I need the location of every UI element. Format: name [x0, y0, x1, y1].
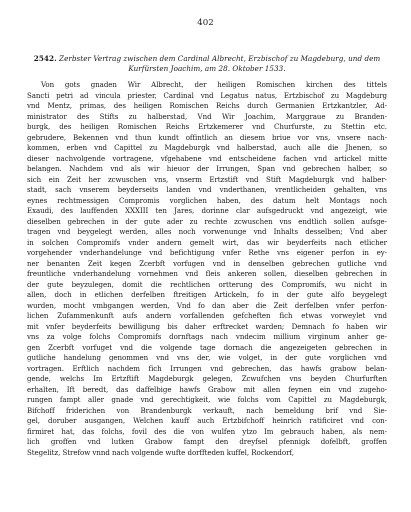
- body-text-line: gende, welchs Im Ertzftift Magdeburgk gelegen, Zcwufchen vns beyden Churfurften: [27, 374, 387, 383]
- body-text-line: Bifchoff friderichen von Brandenburgk verkauft, nach bemeldung brif vnd Sie-: [27, 405, 387, 415]
- body-text-line: vorgehender vnderhandelunge vnd befichtigung vnfer Rethe vns eigener perfon in ey-: [27, 248, 387, 257]
- body-text-line: lichen Zufammenkunft aufs andern vorfallenden gefcheften fich etwas vorweylet vnd: [27, 311, 387, 320]
- document-number: 2542.: [33, 54, 57, 63]
- body-text-line: vns za volge folchs Compromifs dornftags nach vndecim millium virginum anher ge-: [27, 332, 387, 341]
- body-text-line: mit vnfer beyderfeits bewilligung bis daher erftrecket warden; Demnach fo haben wir: [27, 321, 387, 331]
- body-text-line: burgk, des heiligen Romischen Reichs Ertzkemerer vnd Churfurste, zu Stettin etc.: [27, 122, 387, 131]
- body-text-line: Exaudi, des lauffenden XXXIII ten Jares, dorinne clar aufsgedruckt vnd angezeigt, wie: [27, 206, 387, 215]
- body-text-line: dieser nachvolgende vortragene, vfgehabene vnd entscheidene fachen vnd artickel mitte: [27, 153, 387, 163]
- body-text-line: eynes rechtmessigen Compromis vorglichen haben, des datum helt Montags noch: [27, 195, 387, 205]
- body-text-line: allen, doch in etlichen derfelben ftreitigen Artickeln, fo in der gute alfo beygelegt: [27, 290, 387, 299]
- body-text-line: sich ein Zeit her zcwuschen vns, vnserm Ertzstift vnd Stift Magdeburgk vnd halber-: [27, 174, 387, 184]
- heading-line-1: [27, 54, 387, 64]
- body-text-line: ministrator des Stifts zu halberstad, Vnd Wir Joachim, Marggraue zu Branden-: [27, 111, 387, 121]
- body-text-line: in solchen Compromifs vnder andern gemelt wirt, das wir beyderfeits nach etlicher: [27, 237, 387, 247]
- body-text-line: wurden, mocht vmbgangen werden, Vnd fo dan aber die Zeit derfelben vnfer perfon-: [27, 300, 387, 310]
- body-text-line: belangen. Nachdem vnd als wir hieuor der Irrungen, Span vnd gebrechen halber, so: [27, 164, 387, 173]
- body-text-line: firmiret hat, das folchs, fovil des die von wulfen ytzo Im gebrauch haben, als nem-: [27, 426, 387, 436]
- body-text-line: gel, doruber ausgangen, Welchen kauff auch Ertzbifchoff heinrich ratificiret vnd con-: [27, 416, 387, 425]
- body-text-line: Von gots gnaden Wir Albrecht, der heiligen Romischen kirchen des tittels: [41, 80, 387, 89]
- page-number: 402: [197, 18, 214, 28]
- body-text-line: Sancti petri ad vincula priester, Cardinal vnd Legatus natus, Ertzbischof zu Magdeburg: [27, 90, 387, 100]
- document-title-part-1: Zerbster Vertrag zwischen dem Cardinal Albrecht, Erzbischof zu Magdeburg, und dem: [59, 54, 381, 63]
- body-text-line: vnd Mentz, primas, des heiligen Romischen Reichs durch Germanien Ertzkantzler, Ad-: [27, 101, 387, 110]
- body-text-line: tragen vnd beygelegt werden, alles noch vorwenunge vnd Inhalts desselben; Vnd aber: [27, 227, 387, 236]
- body-text-line: rungen fampt aller gnade vnd gerechtigkeit, wie folchs vom Capittel zu Magdeburgk,: [27, 395, 387, 404]
- body-text-line: gutliche handelung genommen vnd vns der, wie volget, in der gute vorglichen vnd: [27, 353, 387, 362]
- body-text-line: vortragen. Erftlich nachdem fich Irrungen vnd gebrechen, das hawfs grabow belan-: [27, 363, 387, 373]
- body-text-line: Stegelitz, Strefow vnnd nach volgende wufte dorffteden kuffel, Rockendorf,: [27, 447, 294, 457]
- body-text-line: stadt, sach vnserem beyderseits landen vnd vnderthanen, vrentlicheiden gehalten, vns: [27, 185, 387, 194]
- body-text-line: gebrudere, Bekennen vnd thun kundt offintlich an diesem briue vor vns, vnsere nach-: [27, 132, 387, 142]
- body-text-line: der gute beyzulegen, domit die rechtlichen ortterung des Compromifs, wu nicht in: [27, 279, 387, 289]
- body-text-line: kommen, erben vnd Capittel zu Magdeburgk vnd halberstad, auch alle die Jhenen, so: [27, 143, 387, 152]
- body-text-line: erhalten, Ift beredt, das daffelbige hawfs Grabow mit allen feynen ein vnd zugeho-: [27, 384, 387, 394]
- body-text-line: lich groffen vnd lutken Grabow fampt den dreyfsel pfennigk dofelbft, groffen: [27, 437, 387, 446]
- body-text-line: dieselben gebrechen in der gute ader zu rechte zcwuschen vns endtlich sollen aufsge-: [27, 216, 387, 226]
- document-title-part-2: Kurfürsten Joachim, am 28. Oktober 1533.: [128, 64, 286, 73]
- body-text-line: freuntliche vnderhandelung vornehmen vnd fleis ankeren sollen, dieselben gebrechen in: [27, 269, 387, 278]
- document-heading: [27, 54, 387, 74]
- document-body: [27, 80, 387, 458]
- body-text-line: ner benanten Zeit kegen Zcerbft vorfugen vnd in denselben gebrechen gutliche vnd: [27, 258, 387, 268]
- body-text-line: gen Zcerbft vorfuget vnd die volgende tage dornach die angezeigeten gebrechen in: [27, 342, 387, 352]
